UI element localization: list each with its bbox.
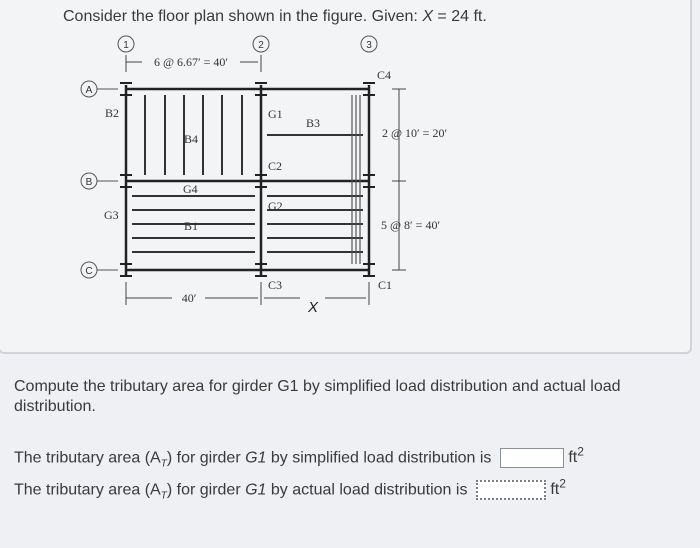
simplified-area-input[interactable] xyxy=(500,448,564,468)
given-variable: X xyxy=(422,8,433,25)
label-b4: B4 xyxy=(184,132,199,146)
grid-label-1: 1 xyxy=(123,40,129,51)
grid-label-B: B xyxy=(85,177,93,188)
right-dimension-top: 2 @ 10′ = 20′ xyxy=(382,126,448,140)
grid-label-A: A xyxy=(85,85,93,96)
label-g3: G3 xyxy=(104,208,119,222)
label-b2: B2 xyxy=(105,106,120,120)
answer-line-actual: The tributary area $(A_T)$ for girder G1 by actual load distribution is $ft^2$ xyxy=(14,477,566,502)
label-c3: C3 xyxy=(268,278,283,292)
label-g4: G4 xyxy=(183,182,198,196)
label-b1: B1 xyxy=(184,219,199,233)
right-dimension-bottom: 5 @ 8′ = 40′ xyxy=(381,218,441,232)
grid-label-C: C xyxy=(85,266,93,277)
question-text: Compute the tributary area for girder G1 by simplified load distribution and actual load distribution. xyxy=(14,378,621,415)
label-b3: B3 xyxy=(306,116,321,130)
label-c2: C2 xyxy=(268,159,283,173)
answer-line-simplified: The tributary area $(A_T)$ for girder G1 by simplified load distribution is $ft^2$ xyxy=(14,445,584,470)
given-value: = 24 ft. xyxy=(432,8,487,25)
grid-label-3: 3 xyxy=(366,40,372,51)
label-c4: C4 xyxy=(377,68,392,82)
bottom-dimension-right: X xyxy=(307,299,319,316)
actual-area-input[interactable] xyxy=(476,480,546,500)
prompt-text: Consider the floor plan shown in the figure. Given: xyxy=(63,8,423,25)
unit-label-1: $ft^2$ xyxy=(568,445,584,467)
label-g1: G1 xyxy=(268,107,283,121)
label-g2: G2 xyxy=(268,199,283,213)
label-c1: C1 xyxy=(378,278,393,292)
unit-label-2: $ft^2$ xyxy=(550,477,566,499)
columns xyxy=(120,83,375,276)
top-dimension: 6 @ 6.67′ = 40′ xyxy=(153,55,229,69)
grid-label-2: 2 xyxy=(258,40,264,51)
bottom-dimension-left: 40′ xyxy=(181,291,197,305)
